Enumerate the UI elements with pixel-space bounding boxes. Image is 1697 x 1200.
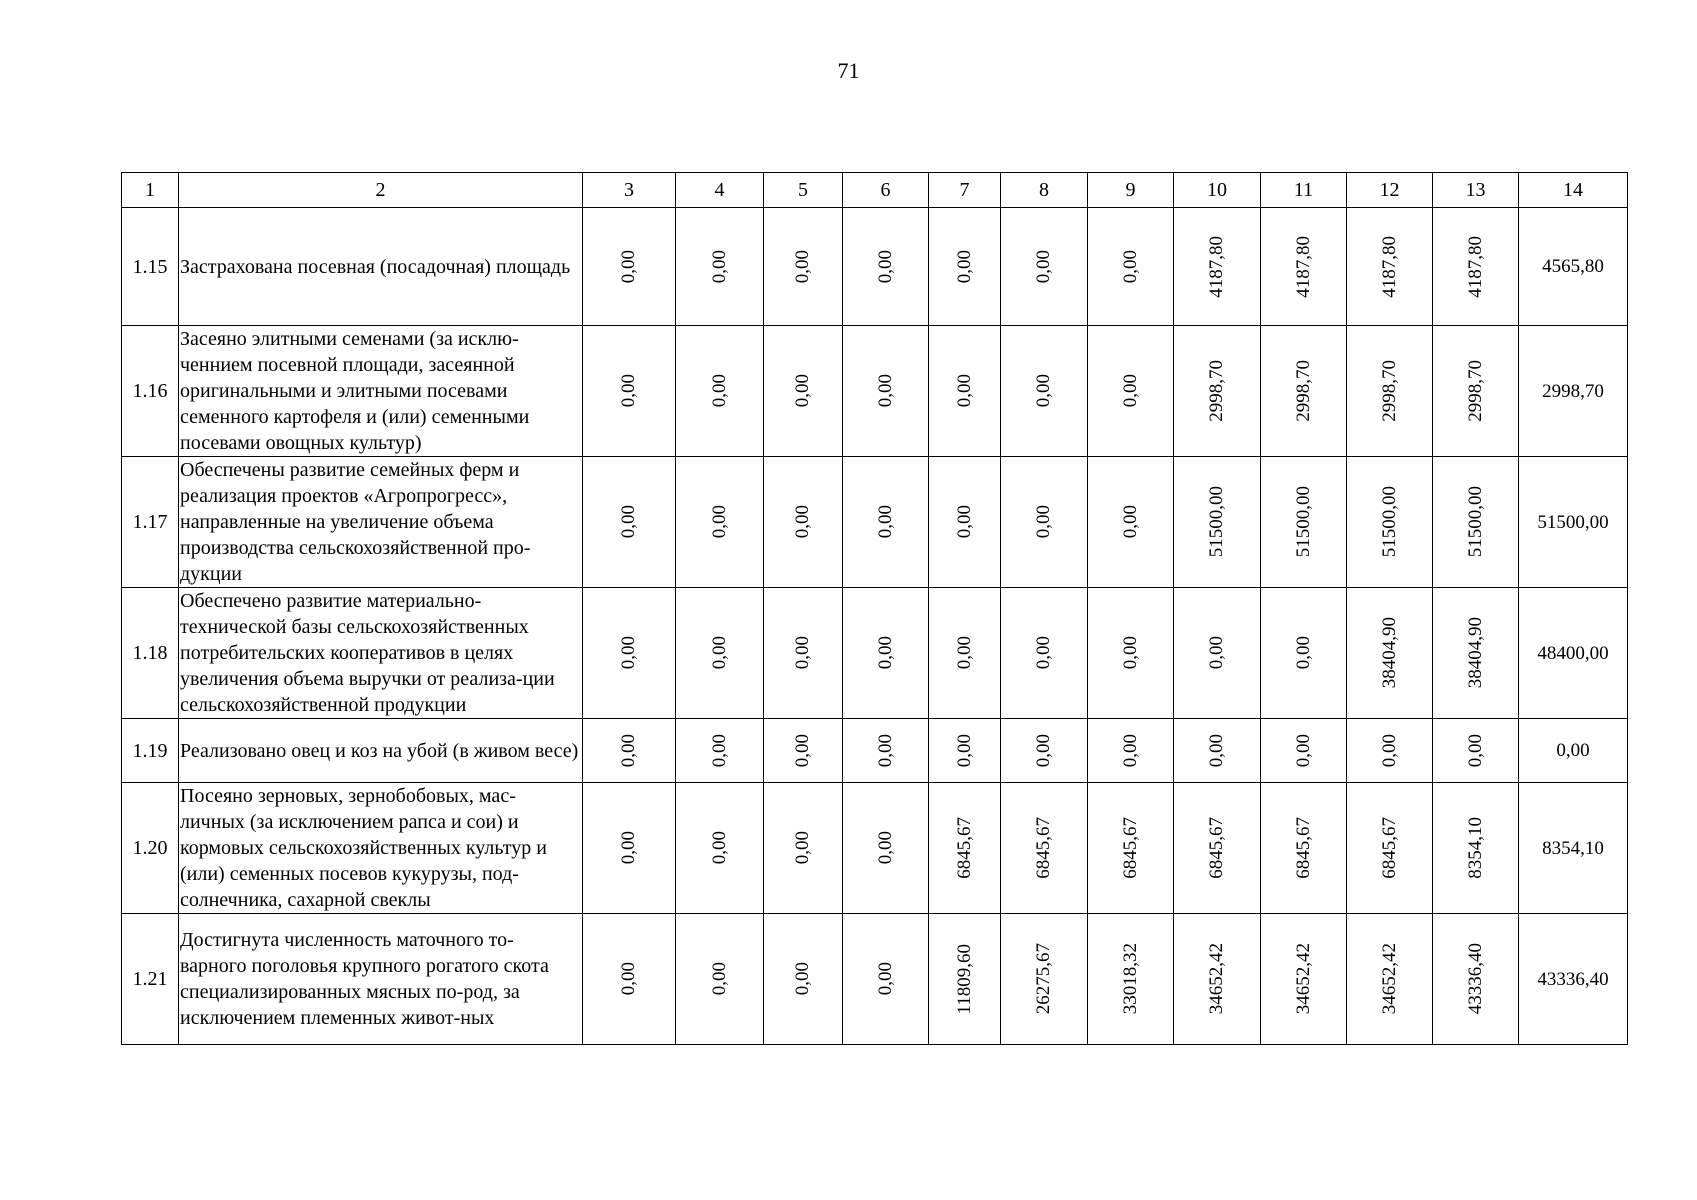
value-cell — [843, 208, 929, 326]
value-cell — [929, 326, 1001, 457]
value-cell — [583, 914, 676, 1045]
rotated-value: 0,00 — [708, 831, 730, 865]
value-cell — [1261, 914, 1347, 1045]
column-header: 7 — [929, 173, 1001, 208]
total-value: 51500,00 — [1537, 511, 1609, 533]
value-cell — [1347, 326, 1433, 457]
row-number: 1.18 — [122, 588, 179, 719]
total-cell — [1519, 719, 1628, 783]
value-cell — [676, 783, 764, 914]
row-number: 1.16 — [122, 326, 179, 457]
value-cell — [1347, 914, 1433, 1045]
value-cell — [676, 719, 764, 783]
rotated-value: 0,00 — [1206, 636, 1227, 670]
value-cell — [1174, 914, 1261, 1045]
rotated-value: 34652,42 — [1206, 943, 1227, 1015]
value-cell — [1088, 588, 1174, 719]
rotated-value: 0,00 — [792, 636, 813, 670]
rotated-value: 34652,42 — [1292, 943, 1314, 1015]
value-cell — [676, 208, 764, 326]
rotated-value: 0,00 — [1119, 249, 1141, 284]
rotated-value: 0,00 — [874, 374, 896, 408]
rotated-value: 4187,80 — [1292, 235, 1314, 298]
value-cell — [1174, 783, 1261, 914]
value-cell — [1088, 719, 1174, 783]
rotated-value: 0,00 — [708, 505, 730, 539]
rotated-value: 0,00 — [708, 249, 730, 284]
column-header: 3 — [583, 173, 676, 208]
column-header: 6 — [843, 173, 929, 208]
value-cell — [1433, 326, 1519, 457]
total-cell — [1519, 588, 1628, 719]
row-description: Обеспечены развитие семейных ферм и реализация проектов «Агропрогресс», направленные на увеличение объема производства сельскохозяйственной про-дукции — [179, 457, 583, 588]
total-value: 43336,40 — [1537, 968, 1609, 990]
value-cell — [676, 457, 764, 588]
table-row — [122, 914, 1628, 1045]
rotated-value: 0,00 — [708, 636, 730, 670]
rotated-value: 0,00 — [618, 374, 639, 408]
rotated-value: 6845,67 — [1119, 817, 1141, 879]
rotated-value: 0,00 — [953, 733, 975, 768]
rotated-value: 0,00 — [1206, 733, 1227, 768]
rotated-value: 0,00 — [1464, 733, 1486, 768]
row-number: 1.20 — [122, 783, 179, 914]
value-cell — [929, 783, 1001, 914]
rotated-value: 6845,67 — [1378, 817, 1400, 879]
rotated-value: 0,00 — [618, 636, 639, 670]
column-header: 2 — [179, 173, 583, 208]
value-cell — [1347, 588, 1433, 719]
value-cell — [1001, 457, 1088, 588]
value-cell — [1174, 457, 1261, 588]
value-cell — [583, 457, 676, 588]
value-cell — [929, 719, 1001, 783]
rotated-value: 0,00 — [1119, 374, 1141, 408]
page-number: 71 — [837, 58, 860, 83]
rotated-value: 38404,90 — [1378, 617, 1400, 689]
rotated-value: 0,00 — [953, 249, 975, 284]
rotated-value: 0,00 — [953, 505, 975, 539]
value-cell — [843, 326, 929, 457]
rotated-value: 0,00 — [874, 962, 896, 996]
rotated-value: 0,00 — [953, 374, 975, 408]
row-description: Засеяно элитными семенами (за исклю-ченнием посевной площади, засеянной оригинальными и элитными посевами семенного картофеля и (или) семенными посевами овощных культур) — [179, 326, 583, 457]
value-cell — [843, 457, 929, 588]
value-cell — [764, 588, 843, 719]
value-cell — [1001, 783, 1088, 914]
rotated-value: 0,00 — [792, 374, 813, 408]
total-value: 0,00 — [1556, 740, 1590, 761]
rotated-value: 0,00 — [792, 831, 813, 865]
rotated-value: 0,00 — [618, 505, 639, 539]
value-cell — [764, 326, 843, 457]
row-description: Достигнута численность маточного то-варного поголовья крупного рогатого скота специализированных мясных по-род, за исключением племенных живот-ных — [179, 914, 583, 1045]
value-cell — [583, 719, 676, 783]
rotated-value: 26275,67 — [1033, 943, 1054, 1015]
rotated-value: 0,00 — [792, 733, 813, 768]
value-cell — [583, 588, 676, 719]
column-header: 10 — [1174, 173, 1261, 208]
value-cell — [1088, 914, 1174, 1045]
rotated-value: 6845,67 — [1292, 817, 1314, 879]
column-header: 12 — [1347, 173, 1433, 208]
row-description: Обеспечено развитие материально-технической базы сельскохозяйственных потребительских кооперативов в целях увеличения объема выручки от реализа-ции сельскохозяйственной продукции — [179, 588, 583, 719]
row-description: Посеяно зерновых, зернобобовых, мас-личных (за исключением рапса и сои) и кормовых сельскохозяйственных культур и (или) семенных посевов кукурузы, под-солнечника, сахарной свеклы — [179, 783, 583, 914]
value-cell — [1174, 208, 1261, 326]
rotated-value: 0,00 — [874, 636, 896, 670]
rotated-value: 0,00 — [618, 733, 639, 768]
value-cell — [1088, 326, 1174, 457]
total-value: 48400,00 — [1537, 642, 1609, 664]
column-header: 9 — [1088, 173, 1174, 208]
value-cell — [1433, 208, 1519, 326]
rotated-value: 0,00 — [1119, 505, 1141, 539]
table-row — [122, 326, 1628, 457]
value-cell — [929, 588, 1001, 719]
rotated-value: 51500,00 — [1206, 486, 1227, 558]
rotated-value: 0,00 — [708, 374, 730, 408]
total-cell — [1519, 326, 1628, 457]
rotated-value: 4187,80 — [1464, 235, 1486, 298]
table-row — [122, 457, 1628, 588]
value-cell — [1347, 208, 1433, 326]
rotated-value: 8354,10 — [1464, 817, 1486, 879]
row-number: 1.17 — [122, 457, 179, 588]
data-table — [121, 172, 1628, 1045]
column-header: 1 — [122, 173, 179, 208]
value-cell — [1261, 208, 1347, 326]
rotated-value: 0,00 — [618, 831, 639, 865]
value-cell — [843, 588, 929, 719]
total-cell — [1519, 783, 1628, 914]
rotated-value: 0,00 — [874, 831, 896, 865]
value-cell — [843, 914, 929, 1045]
rotated-value: 6845,67 — [1033, 817, 1054, 879]
value-cell — [764, 457, 843, 588]
value-cell — [1174, 326, 1261, 457]
value-cell — [1088, 783, 1174, 914]
value-cell — [1174, 719, 1261, 783]
value-cell — [1001, 914, 1088, 1045]
row-number: 1.21 — [122, 914, 179, 1045]
rotated-value: 43336,40 — [1464, 943, 1486, 1015]
rotated-value: 0,00 — [708, 733, 730, 768]
table-row — [122, 588, 1628, 719]
value-cell — [764, 719, 843, 783]
value-cell — [1433, 914, 1519, 1045]
rotated-value: 0,00 — [792, 962, 813, 996]
value-cell — [1261, 588, 1347, 719]
total-value: 4565,80 — [1542, 256, 1604, 277]
value-cell — [1261, 457, 1347, 588]
rotated-value: 38404,90 — [1464, 617, 1486, 689]
row-description: Застрахована посевная (посадочная) площадь — [179, 208, 583, 326]
rotated-value: 2998,70 — [1292, 360, 1314, 422]
column-header: 8 — [1001, 173, 1088, 208]
rotated-value: 0,00 — [874, 733, 896, 768]
rotated-value: 51500,00 — [1464, 486, 1486, 558]
rotated-value: 0,00 — [1033, 505, 1054, 539]
rotated-value: 0,00 — [1119, 636, 1141, 670]
value-cell — [676, 588, 764, 719]
rotated-value: 2998,70 — [1378, 360, 1400, 422]
column-header: 4 — [676, 173, 764, 208]
value-cell — [843, 719, 929, 783]
table-row — [122, 783, 1628, 914]
rotated-value: 0,00 — [1033, 374, 1054, 408]
rotated-value: 2998,70 — [1464, 360, 1486, 422]
rotated-value: 33018,32 — [1119, 943, 1141, 1015]
rotated-value: 4187,80 — [1378, 235, 1400, 298]
value-cell — [676, 914, 764, 1045]
table-row — [122, 719, 1628, 783]
value-cell — [764, 914, 843, 1045]
rotated-value: 0,00 — [1033, 733, 1054, 768]
value-cell — [1088, 208, 1174, 326]
value-cell — [764, 208, 843, 326]
rotated-value: 6845,67 — [1206, 817, 1227, 879]
rotated-value: 51500,00 — [1378, 486, 1400, 558]
rotated-value: 0,00 — [953, 636, 975, 670]
value-cell — [1433, 457, 1519, 588]
rotated-value: 2998,70 — [1206, 360, 1227, 422]
table-row — [122, 208, 1628, 326]
value-cell — [583, 783, 676, 914]
header-row — [122, 173, 1628, 208]
value-cell — [1261, 326, 1347, 457]
row-number: 1.15 — [122, 208, 179, 326]
value-cell — [1433, 719, 1519, 783]
total-cell — [1519, 914, 1628, 1045]
value-cell — [1001, 719, 1088, 783]
value-cell — [929, 457, 1001, 588]
rotated-value: 0,00 — [1292, 636, 1314, 670]
rotated-value: 0,00 — [1033, 636, 1054, 670]
value-cell — [1001, 588, 1088, 719]
column-header: 13 — [1433, 173, 1519, 208]
rotated-value: 0,00 — [792, 249, 813, 284]
row-description: Реализовано овец и коз на убой (в живом весе) — [179, 719, 583, 783]
value-cell — [1433, 588, 1519, 719]
rotated-value: 0,00 — [1292, 733, 1314, 768]
rotated-value: 0,00 — [1119, 733, 1141, 768]
value-cell — [929, 914, 1001, 1045]
value-cell — [676, 326, 764, 457]
row-number: 1.19 — [122, 719, 179, 783]
total-value: 2998,70 — [1542, 380, 1604, 402]
value-cell — [764, 783, 843, 914]
rotated-value: 6845,67 — [953, 817, 975, 879]
value-cell — [1174, 588, 1261, 719]
value-cell — [1088, 457, 1174, 588]
rotated-value: 0,00 — [708, 962, 730, 996]
rotated-value: 0,00 — [874, 505, 896, 539]
column-header: 14 — [1519, 173, 1628, 208]
value-cell — [929, 208, 1001, 326]
rotated-value: 4187,80 — [1206, 235, 1227, 298]
rotated-value: 0,00 — [618, 249, 639, 284]
rotated-value: 11809,60 — [953, 943, 975, 1015]
rotated-value: 0,00 — [792, 505, 813, 539]
value-cell — [1347, 457, 1433, 588]
value-cell — [1347, 783, 1433, 914]
rotated-value: 51500,00 — [1292, 486, 1314, 558]
column-header: 5 — [764, 173, 843, 208]
rotated-value: 0,00 — [618, 962, 639, 996]
value-cell — [843, 783, 929, 914]
total-cell — [1519, 457, 1628, 588]
total-cell — [1519, 208, 1628, 326]
rotated-value: 0,00 — [1378, 733, 1400, 768]
value-cell — [1433, 783, 1519, 914]
rotated-value: 0,00 — [1033, 249, 1054, 284]
value-cell — [1261, 783, 1347, 914]
value-cell — [583, 326, 676, 457]
rotated-value: 34652,42 — [1378, 943, 1400, 1015]
value-cell — [1261, 719, 1347, 783]
column-header: 11 — [1261, 173, 1347, 208]
rotated-value: 0,00 — [874, 249, 896, 284]
total-value: 8354,10 — [1542, 837, 1604, 859]
value-cell — [1347, 719, 1433, 783]
value-cell — [1001, 208, 1088, 326]
value-cell — [1001, 326, 1088, 457]
value-cell — [583, 208, 676, 326]
